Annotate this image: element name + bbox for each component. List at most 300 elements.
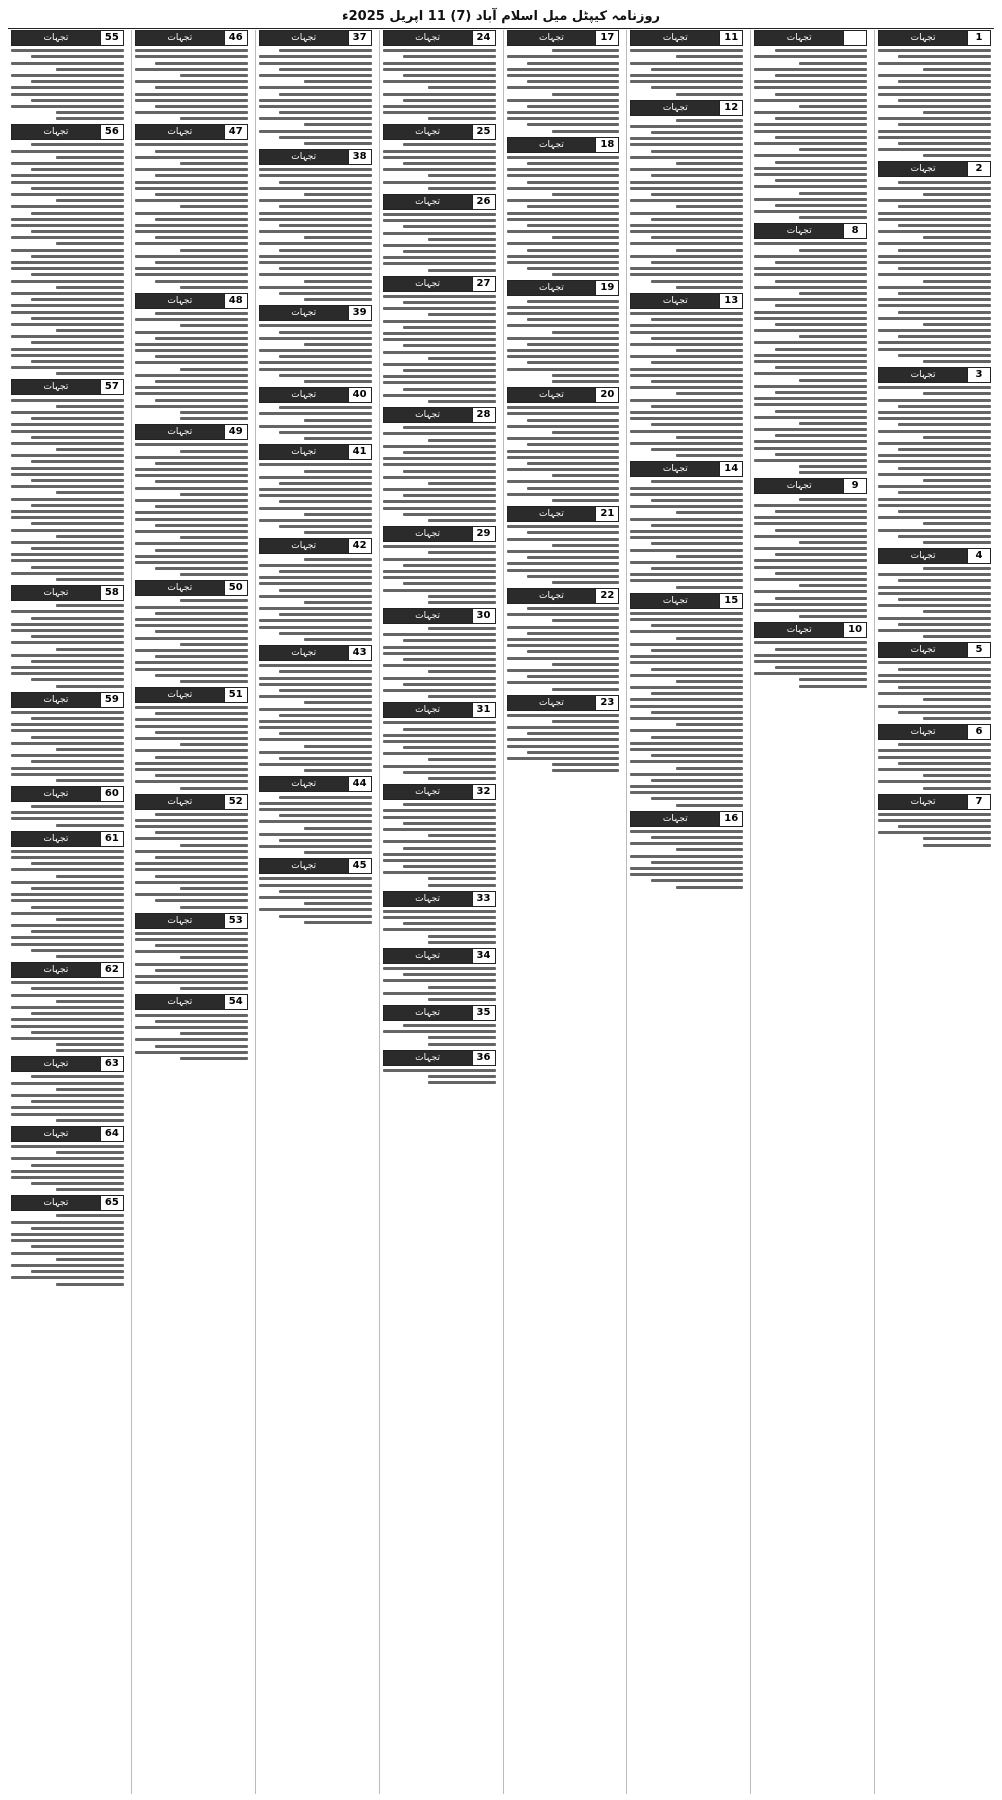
text-line xyxy=(527,487,620,490)
text-line xyxy=(135,392,248,395)
text-line xyxy=(135,318,248,321)
text-line xyxy=(135,511,248,514)
text-line xyxy=(11,868,124,871)
text-line xyxy=(135,618,248,621)
text-line xyxy=(507,218,620,221)
text-line xyxy=(259,908,372,911)
news-item-body xyxy=(630,312,743,457)
news-item-header xyxy=(630,461,743,477)
text-line xyxy=(259,368,372,371)
news-item-number: 62 xyxy=(100,963,123,977)
text-line xyxy=(259,845,372,848)
text-line xyxy=(259,242,372,245)
text-line xyxy=(383,332,496,335)
text-line xyxy=(383,394,496,397)
text-line xyxy=(135,331,248,334)
text-line xyxy=(383,80,496,83)
news-item-number: 61 xyxy=(100,832,123,846)
text-line xyxy=(135,156,248,159)
text-line xyxy=(898,224,991,227)
text-line xyxy=(279,757,372,760)
news-item xyxy=(754,478,867,618)
text-line xyxy=(135,343,248,346)
text-line xyxy=(155,399,248,402)
text-line xyxy=(403,426,496,429)
text-line xyxy=(383,652,496,655)
text-line xyxy=(279,292,372,295)
text-line xyxy=(754,660,867,663)
text-line xyxy=(259,726,372,729)
text-line xyxy=(304,280,372,283)
text-line xyxy=(304,80,372,83)
news-item-body xyxy=(878,813,991,847)
text-line xyxy=(383,992,496,995)
text-line xyxy=(630,442,743,445)
text-line xyxy=(259,494,372,497)
text-line xyxy=(898,267,991,270)
text-line xyxy=(923,392,991,395)
text-line xyxy=(651,280,744,283)
text-line xyxy=(31,736,124,739)
news-item-number: 19 xyxy=(595,281,618,295)
text-line xyxy=(31,168,124,171)
text-line xyxy=(180,956,248,959)
text-line xyxy=(383,432,496,435)
text-line xyxy=(775,666,868,669)
text-line xyxy=(507,626,620,629)
text-line xyxy=(135,749,248,752)
text-line xyxy=(383,463,496,466)
news-item xyxy=(878,642,991,720)
text-line xyxy=(11,1233,124,1236)
text-line xyxy=(878,298,991,301)
text-line xyxy=(527,267,620,270)
news-item-number: 34 xyxy=(472,949,495,963)
text-line xyxy=(11,1106,124,1109)
text-line xyxy=(11,510,124,513)
news-item xyxy=(754,622,867,688)
text-line xyxy=(383,457,496,460)
text-line xyxy=(923,236,991,239)
news-item-number: 39 xyxy=(348,306,371,320)
text-line xyxy=(527,419,620,422)
text-line xyxy=(651,318,744,321)
text-line xyxy=(155,62,248,65)
text-line xyxy=(56,1188,124,1191)
text-line xyxy=(31,1031,124,1034)
text-line xyxy=(676,205,744,208)
text-line xyxy=(403,162,496,165)
text-line xyxy=(304,921,372,924)
text-line xyxy=(507,230,620,233)
news-item xyxy=(630,461,743,588)
news-item-number: 29 xyxy=(472,527,495,541)
text-line xyxy=(11,623,124,626)
text-line xyxy=(56,1214,124,1217)
text-line xyxy=(754,609,867,612)
text-line xyxy=(775,304,868,307)
text-line xyxy=(676,680,744,683)
text-line xyxy=(630,255,743,258)
news-item-header xyxy=(11,30,124,46)
text-line xyxy=(31,949,124,952)
text-line xyxy=(754,154,867,157)
text-line xyxy=(180,417,248,420)
text-line xyxy=(878,411,991,414)
text-line xyxy=(651,218,744,221)
text-line xyxy=(527,162,620,165)
text-line xyxy=(754,590,867,593)
text-line xyxy=(799,498,867,501)
text-line xyxy=(507,757,620,760)
news-item-body xyxy=(383,426,496,522)
text-line xyxy=(878,586,991,589)
text-line xyxy=(279,406,372,409)
text-line xyxy=(155,856,248,859)
news-item-body xyxy=(11,805,124,827)
text-line xyxy=(180,787,248,790)
news-item-number: 22 xyxy=(595,589,618,603)
text-line xyxy=(403,494,496,497)
text-line xyxy=(630,748,743,751)
text-line xyxy=(403,369,496,372)
text-line xyxy=(279,331,372,334)
news-item-header xyxy=(135,124,248,140)
text-line xyxy=(11,267,124,270)
news-item-number: 35 xyxy=(472,1006,495,1020)
text-line xyxy=(259,199,372,202)
news-item-header xyxy=(11,786,124,802)
text-line xyxy=(11,572,124,575)
text-line xyxy=(135,487,248,490)
text-line xyxy=(527,443,620,446)
text-line xyxy=(754,173,867,176)
text-line xyxy=(279,267,372,270)
news-item-label: تجہات xyxy=(384,892,472,906)
news-item xyxy=(11,1126,124,1192)
news-item-header xyxy=(259,305,372,321)
news-item-label: تجہات xyxy=(879,368,967,382)
text-line xyxy=(630,137,743,140)
text-line xyxy=(56,918,124,921)
news-item xyxy=(383,407,496,522)
text-line xyxy=(279,224,372,227)
text-line xyxy=(923,610,991,613)
text-line xyxy=(279,890,372,893)
news-item-body xyxy=(259,168,372,301)
text-line xyxy=(180,450,248,453)
news-item-label: تجہات xyxy=(755,224,843,238)
news-item-number: 14 xyxy=(719,462,742,476)
text-line xyxy=(155,505,248,508)
text-line xyxy=(11,559,124,562)
text-line xyxy=(552,663,620,666)
news-item-header xyxy=(507,506,620,522)
text-line xyxy=(527,181,620,184)
text-line xyxy=(799,105,867,108)
text-line xyxy=(630,760,743,763)
news-item-number: 41 xyxy=(348,445,371,459)
news-item-label: تجہات xyxy=(136,294,224,308)
text-line xyxy=(56,1283,124,1286)
news-item-label: تجہات xyxy=(631,594,719,608)
text-line xyxy=(31,1182,124,1185)
text-line xyxy=(31,805,124,808)
text-line xyxy=(898,142,991,145)
news-item-body xyxy=(878,49,991,157)
text-line xyxy=(180,249,248,252)
text-line xyxy=(11,49,124,52)
news-item-header xyxy=(259,645,372,661)
text-line xyxy=(180,117,248,120)
text-line xyxy=(630,873,743,876)
text-line xyxy=(383,181,496,184)
text-line xyxy=(878,399,991,402)
text-line xyxy=(259,896,372,899)
text-line xyxy=(775,261,868,264)
text-line xyxy=(878,86,991,89)
text-line xyxy=(527,224,620,227)
news-item-label: تجہات xyxy=(879,725,967,739)
text-line xyxy=(135,49,248,52)
text-line xyxy=(56,648,124,651)
text-line xyxy=(754,459,867,462)
text-line xyxy=(552,544,620,547)
text-line xyxy=(630,374,743,377)
text-line xyxy=(651,861,744,864)
text-line xyxy=(923,360,991,363)
text-line xyxy=(155,1045,248,1048)
text-line xyxy=(507,726,620,729)
text-line xyxy=(383,1069,496,1072)
text-line xyxy=(56,1043,124,1046)
text-line xyxy=(155,480,248,483)
text-line xyxy=(403,973,496,976)
text-line xyxy=(259,349,372,352)
text-line xyxy=(259,62,372,65)
text-line xyxy=(135,624,248,627)
text-line xyxy=(630,386,743,389)
text-line xyxy=(878,341,991,344)
text-line xyxy=(799,422,867,425)
text-line xyxy=(11,423,124,426)
news-item-body xyxy=(383,1069,496,1084)
news-item-header xyxy=(507,137,620,153)
text-line xyxy=(754,360,867,363)
news-item-body xyxy=(383,967,496,1001)
text-line xyxy=(878,705,991,708)
text-line xyxy=(898,311,991,314)
news-item-label: تجہات xyxy=(384,785,472,799)
text-line xyxy=(878,117,991,120)
news-item-body xyxy=(259,324,372,383)
text-line xyxy=(630,273,743,276)
text-line xyxy=(898,423,991,426)
text-line xyxy=(630,855,743,858)
text-line xyxy=(31,212,124,215)
news-item-number xyxy=(843,31,866,45)
text-line xyxy=(651,361,744,364)
text-line xyxy=(259,564,372,567)
text-line xyxy=(279,689,372,692)
text-line xyxy=(676,286,744,289)
text-line xyxy=(259,607,372,610)
text-line xyxy=(428,601,496,604)
news-item-label: تجہات xyxy=(260,445,348,459)
text-line xyxy=(754,130,867,133)
text-line xyxy=(304,851,372,854)
news-item-number: 52 xyxy=(224,795,247,809)
news-item-header xyxy=(11,1195,124,1211)
text-line xyxy=(428,627,496,630)
news-item-header xyxy=(259,387,372,403)
text-line xyxy=(630,661,743,664)
news-item-header xyxy=(507,588,620,604)
text-line xyxy=(11,1018,124,1021)
news-item-label: تجہات xyxy=(260,150,348,164)
text-line xyxy=(155,236,248,239)
text-line xyxy=(259,86,372,89)
news-item-number: 5 xyxy=(967,643,990,657)
text-line xyxy=(651,174,744,177)
news-item-header xyxy=(507,280,620,296)
text-line xyxy=(754,522,867,525)
text-line xyxy=(630,655,743,658)
text-line xyxy=(11,311,124,314)
text-line xyxy=(403,564,496,567)
text-line xyxy=(630,417,743,420)
text-line xyxy=(923,323,991,326)
text-line xyxy=(754,111,867,114)
text-line xyxy=(630,549,743,552)
text-line xyxy=(754,672,867,675)
news-item-header xyxy=(259,858,372,874)
text-line xyxy=(180,987,248,990)
text-line xyxy=(898,598,991,601)
text-line xyxy=(552,720,620,723)
text-line xyxy=(11,994,124,997)
text-line xyxy=(878,780,991,783)
text-line xyxy=(304,601,372,604)
text-line xyxy=(279,570,372,573)
text-line xyxy=(428,986,496,989)
text-line xyxy=(754,123,867,126)
news-item-body xyxy=(383,545,496,604)
text-line xyxy=(651,542,744,545)
text-line xyxy=(754,255,867,258)
news-item-number: 20 xyxy=(595,388,618,402)
text-line xyxy=(56,779,124,782)
news-item xyxy=(754,30,867,219)
text-line xyxy=(383,93,496,96)
news-item-body xyxy=(135,706,248,789)
news-item-header xyxy=(259,538,372,554)
text-line xyxy=(428,1043,496,1046)
text-line xyxy=(56,604,124,607)
text-line xyxy=(878,62,991,65)
news-item-body xyxy=(630,612,743,807)
text-line xyxy=(11,641,124,644)
text-line xyxy=(11,666,124,669)
text-line xyxy=(507,745,620,748)
text-line xyxy=(383,928,496,931)
text-line xyxy=(11,1221,124,1224)
news-item-number: 55 xyxy=(100,31,123,45)
text-line xyxy=(180,599,248,602)
text-line xyxy=(383,765,496,768)
text-line xyxy=(754,403,867,406)
text-line xyxy=(259,738,372,741)
text-line xyxy=(507,86,620,89)
news-item-header xyxy=(507,695,620,711)
text-line xyxy=(527,650,620,653)
news-item xyxy=(878,30,991,157)
text-line xyxy=(11,1239,124,1242)
text-line xyxy=(799,62,867,65)
news-item-header xyxy=(878,724,991,740)
text-line xyxy=(754,547,867,550)
text-line xyxy=(775,204,868,207)
news-item-header xyxy=(135,913,248,929)
text-line xyxy=(304,638,372,641)
text-line xyxy=(898,354,991,357)
news-item-body xyxy=(135,443,248,576)
text-line xyxy=(56,1151,124,1154)
text-line xyxy=(383,307,496,310)
news-item-label: تجہات xyxy=(12,125,100,139)
text-line xyxy=(630,368,743,371)
text-line xyxy=(754,397,867,400)
text-line xyxy=(11,924,124,927)
text-line xyxy=(630,324,743,327)
text-line xyxy=(754,311,867,314)
text-line xyxy=(898,510,991,513)
text-line xyxy=(676,55,744,58)
text-line xyxy=(923,635,991,638)
news-item xyxy=(259,645,372,772)
text-line xyxy=(259,425,372,428)
text-line xyxy=(11,249,124,252)
text-line xyxy=(56,578,124,581)
news-item xyxy=(135,913,248,991)
news-item-number: 60 xyxy=(100,787,123,801)
text-line xyxy=(878,692,991,695)
text-line xyxy=(754,535,867,538)
news-item xyxy=(507,506,620,584)
text-line xyxy=(630,267,743,270)
news-item-number: 54 xyxy=(224,995,247,1009)
text-line xyxy=(304,513,372,516)
text-line xyxy=(878,661,991,664)
text-line xyxy=(304,827,372,830)
news-item-label: تجہات xyxy=(755,623,843,637)
text-line xyxy=(428,551,496,554)
text-line xyxy=(775,117,868,120)
text-line xyxy=(259,582,372,585)
text-line xyxy=(11,981,124,984)
text-line xyxy=(878,813,991,816)
text-line xyxy=(403,250,496,253)
news-item-number: 24 xyxy=(472,31,495,45)
text-line xyxy=(754,654,867,657)
text-line xyxy=(11,280,124,283)
text-line xyxy=(259,476,372,479)
text-line xyxy=(11,943,124,946)
text-line xyxy=(878,430,991,433)
text-line xyxy=(507,261,620,264)
text-line xyxy=(878,93,991,96)
text-line xyxy=(898,55,991,58)
